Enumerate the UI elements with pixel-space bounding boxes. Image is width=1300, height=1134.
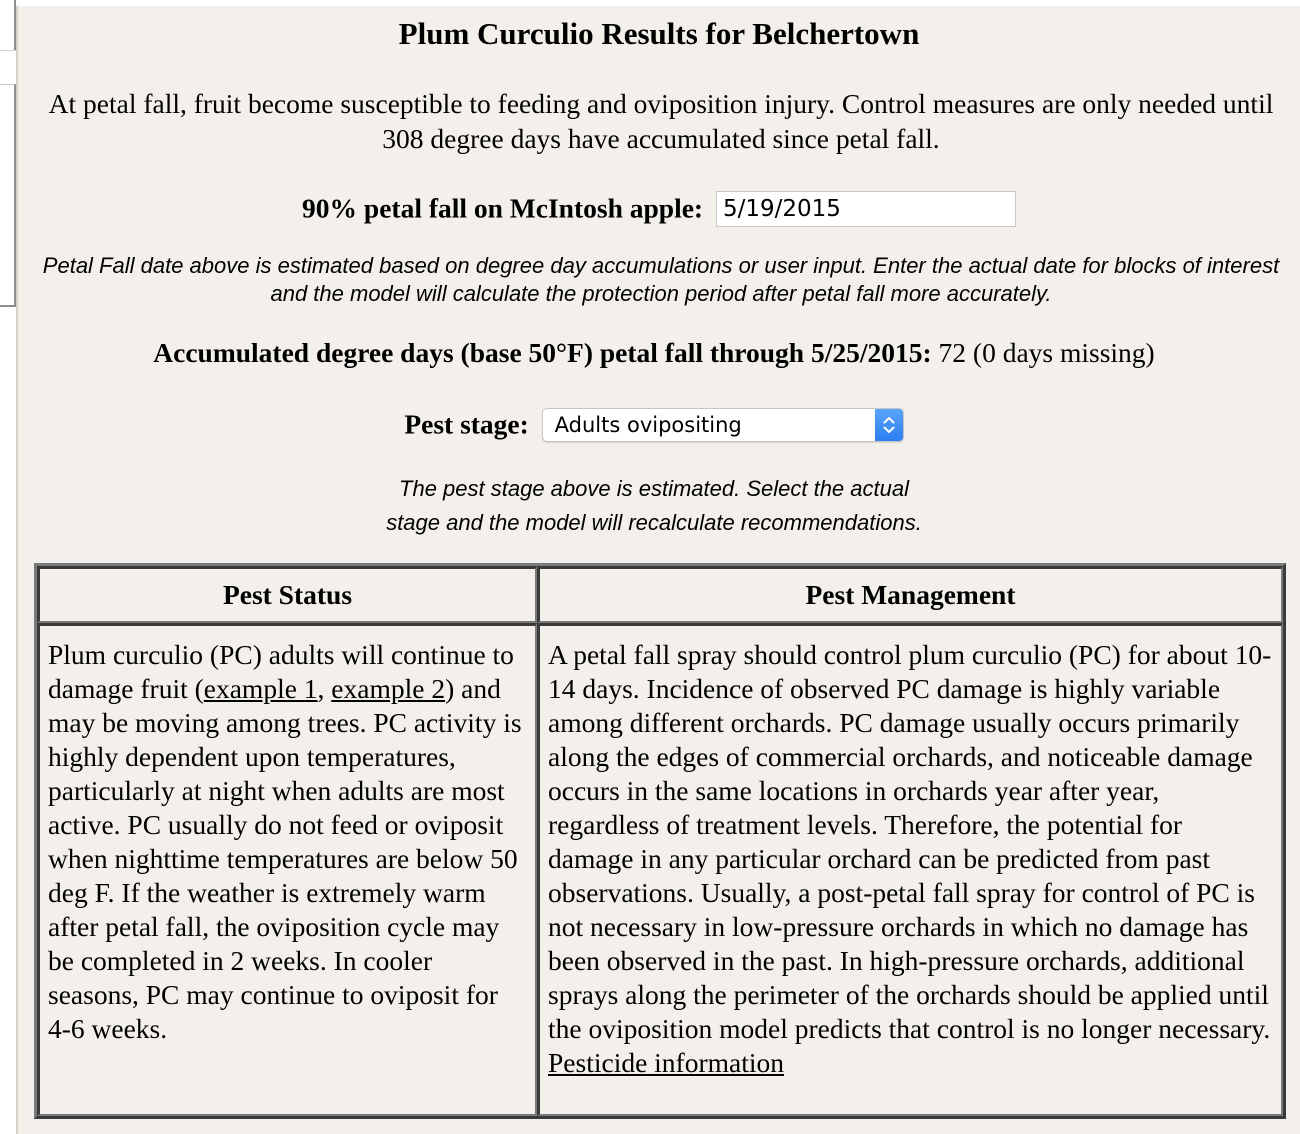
example-2-link[interactable]: example 2: [331, 673, 446, 704]
intro-text: At petal fall, fruit become susceptible to feeding and oviposition injury. Control measures are only needed until 308 degree days have accumulated since petal fall.: [48, 88, 1274, 154]
table-header-row: [37, 566, 1283, 623]
example-1-link[interactable]: example 1: [203, 673, 318, 704]
degree-days-value: 72 (0 days missing): [938, 337, 1155, 368]
degree-days-label: Accumulated degree days (base 50°F) petal fall through 5/25/2015:: [153, 337, 932, 368]
pest-stage-note-line1: The pest stage above is estimated. Select the actual: [399, 476, 909, 501]
management-text: A petal fall spray should control plum curculio (PC) for about 10-14 days. Incidence of observed PC damage is highly variable among different orchards. PC damage usually occurs primarily along the edges of commercial orchards, and noticeable damage occurs in the same locations in orchards year after year, regardless of treatment levels. Therefore, the potential for damage in any particular orchard can be predicted from past observations. Usually, a post-petal fall spray for control of PC is not necessary in low-pressure orchards in which no damage has been observed in the past. In high-pressure orchards, additional sprays along the perimeter of the orchards should be applied until the oviposition model predicts that control is no longer necessary.: [548, 639, 1272, 1044]
pest-stage-select[interactable]: [542, 408, 904, 442]
pest-stage-note: [18, 472, 1290, 540]
pest-stage-label: Pest stage:: [404, 408, 529, 440]
adjacent-box: [0, 84, 16, 307]
status-separator: ,: [317, 673, 332, 704]
pest-stage-row: [18, 402, 1290, 445]
page-title: Plum Curculio Results for Belchertown: [398, 16, 920, 51]
pest-management-cell: [537, 623, 1283, 1116]
header-pest-management: Pest Management: [537, 566, 1283, 623]
petal-fall-label: 90% petal fall on McIntosh apple:: [302, 192, 704, 224]
adjacent-divider: [0, 50, 16, 51]
results-table: [34, 563, 1286, 1119]
pest-status-cell: [37, 623, 537, 1116]
table-row: [37, 623, 1283, 1116]
results-panel: [16, 6, 1300, 1134]
petal-fall-date-input[interactable]: [716, 191, 1016, 227]
status-text-after: ) and may be moving among trees. PC activity is highly dependent upon temperatures, particularly at night when adults are most active. PC usually do not feed or oviposit when nighttime temperatures are below 50 deg F. If the weather is extremely warm after petal fall, the oviposition cycle may be completed in 2 weeks. In cooler seasons, PC may continue to oviposit for 4-6 weeks.: [48, 673, 522, 1044]
pest-stage-note-line2: stage and the model will recalculate recommendations.: [386, 510, 922, 535]
degree-days-row: [18, 335, 1290, 371]
adjacent-window-edge: [0, 0, 16, 1134]
petal-fall-row: [18, 186, 1300, 229]
up-down-chevron-icon[interactable]: [875, 409, 903, 441]
status-text-before: Plum curculio (PC) adults will continue to damage fruit (: [48, 639, 514, 704]
petal-fall-note: Petal Fall date above is estimated based on degree day accumulations or user input. Enter the actual date for blocks of interest and the model will calculate the protection period after petal fall more accurately.: [42, 253, 1280, 306]
header-pest-status: Pest Status: [37, 566, 537, 623]
pest-stage-selected-value: Adults ovipositing: [554, 412, 742, 437]
pesticide-information-link[interactable]: Pesticide information: [548, 1047, 784, 1078]
adjacent-frame: [0, 0, 16, 50]
